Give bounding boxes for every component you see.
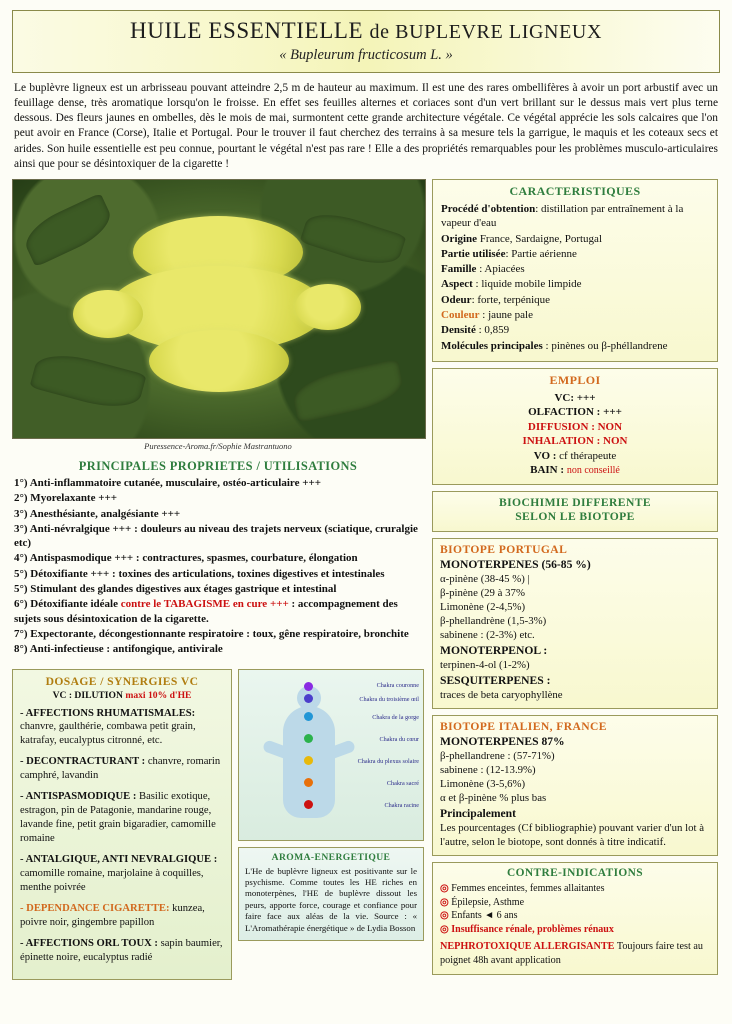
intro-paragraph: Le buplèvre ligneux est un arbrisseau pouvant atteindre 2,5 m de hauteur au maximum. Il est une des rares ombellifères à avoir un port arbustif avec un feuillage dense, très aromatique lorsqu'on le froisse. En effet ses feuilles alternes et coriaces sont d'un vert brillant sur le dessus mais vert plus terne dessous. Des fleurs jaunes en ombelles, dès le mois de mai, surmontent cette grande architecture végétale. Ce végétal apprécie les sols calcaires que l'on peut avoir en France (Corse), Italie et Portugal. Pour le trouver il faut cherchez des terrains à sa mesure tels la garrigue, le maquis et les coteaux secs et arides. Son huile essentielle est peu connue, pourtant le végétal n'est pas rare ! Elle a des propriétés remarquables pour les problèmes musculo-articulaires ainsi que pour se désintoxiquer de la cigarette !	[14, 82, 718, 170]
nephrotoxique-warning	[440, 940, 710, 968]
title-banner	[12, 10, 720, 73]
chakra-dot-root	[304, 800, 313, 809]
group-title: MONOTERPENOL :	[440, 644, 548, 658]
carac-label: Famille	[441, 263, 477, 276]
emploi-row: VC: +++	[554, 391, 596, 404]
dosage-entry	[20, 790, 224, 846]
chakra-label-root: Chakra racine	[384, 801, 419, 809]
carac-label: Partie utilisée	[441, 247, 506, 260]
bullet-icon: ◎	[440, 923, 449, 935]
carac-label: Origine	[441, 232, 478, 245]
contre-item-text: Épilepsie, Asthme	[451, 896, 525, 908]
dosage-entry-label: - ANTALGIQUE, ANTI NEVRALGIQUE :	[20, 854, 218, 866]
group-title: Principalement	[440, 807, 516, 821]
biochimie-line1: BIOCHIMIE DIFFERENTE	[499, 496, 651, 509]
contre-item-text: Insuffisance rénale, problèmes rénaux	[451, 923, 614, 935]
carac-value: Partie aérienne	[511, 247, 577, 260]
list-item: 5°) Stimulant des glandes digestives aux étages gastrique et intestinal	[14, 583, 337, 596]
biotope-portugal-heading: BIOTOPE PORTUGAL	[440, 542, 568, 556]
carac-row	[441, 247, 709, 261]
carac-value: distillation par entraînement à la vapeur d'eau	[441, 202, 684, 230]
list-item: 2°) Myorelaxante +++	[14, 492, 118, 505]
emploi-row: BAIN : non conseillé	[530, 464, 620, 477]
carac-sep: :	[471, 293, 478, 306]
dosage-entry	[20, 937, 224, 965]
bullet-icon: ◎	[440, 883, 449, 895]
carac-sep: :	[479, 309, 489, 322]
aroma-heading: AROMA-ENERGETIQUE	[271, 851, 391, 863]
chakra-dot-third-eye	[304, 694, 313, 703]
bullet-icon: ◎	[440, 896, 449, 908]
right-column	[432, 179, 718, 975]
dosage-entry-label: - ANTISPASMODIQUE :	[20, 791, 137, 803]
emploi-label: BAIN	[530, 464, 558, 477]
contre-item	[440, 909, 710, 923]
chakra-label-third-eye: Chakra du troisième œil	[359, 695, 419, 703]
carac-sep: :	[472, 278, 482, 291]
biotope-italie-heading: BIOTOPE ITALIEN, FRANCE	[440, 720, 607, 734]
emploi-label: DIFFUSION	[527, 420, 589, 433]
group-line: traces de beta caryophyllène	[440, 689, 563, 702]
nephro-title: NEPHROTOXIQUE ALLERGISANTE	[440, 941, 615, 953]
dosage-entry-text: camomille romaine, marjolaine à coquilles, menthe poivrée	[20, 868, 204, 894]
dosage-entry	[20, 707, 224, 749]
group-line: sabinene : (12-13.9%)	[440, 764, 536, 777]
properties-list	[14, 476, 422, 657]
chakra-aroma-column	[232, 662, 424, 942]
emploi-row: VO : cf thérapeute	[533, 449, 617, 462]
carac-label: Densité	[441, 324, 476, 337]
emploi-value: +++	[576, 391, 596, 404]
emploi-value: +++	[603, 406, 622, 419]
dosage-chakra-row	[12, 662, 424, 981]
chakra-label-throat: Chakra de la gorge	[372, 713, 419, 721]
chakra-label-solar-plexus: Chakra du plexus solaire	[357, 757, 419, 765]
emploi-label: VC	[554, 391, 571, 404]
group-line: Limonène (3-5,6%)	[440, 778, 526, 791]
carac-label: Couleur	[441, 309, 480, 322]
carac-value: jaune pale	[488, 309, 533, 322]
dosage-entry	[20, 853, 224, 895]
carac-value: 0,859	[484, 324, 510, 337]
title-main-part1: HUILE ESSENTIELLE	[130, 18, 364, 43]
biochimie-box	[432, 491, 718, 532]
plant-photo	[12, 179, 426, 439]
carac-label: Molécules principales	[441, 339, 543, 352]
dosage-dilution	[20, 690, 224, 701]
dosage-entry-text: chanvre, romarin camphré, lavandin	[20, 756, 221, 782]
list-item: 4°) Antispasmodique +++ : contractures, spasmes, courbature, élongation	[14, 552, 358, 565]
carac-row	[441, 232, 709, 246]
dosage-entry	[20, 755, 224, 783]
caracteristiques-box	[432, 179, 718, 362]
contre-item	[440, 896, 710, 910]
group-line: sabinene : (2-3%) etc.	[440, 629, 535, 642]
contre-indications-heading: CONTRE-INDICATIONS	[506, 867, 644, 880]
group-line: Les pourcentages (Cf bibliographie) pouvant varier d'un lot à l'autre, selon le biotope, sont donnés à titre indicatif.	[440, 822, 704, 849]
emploi-value: non conseillé	[566, 465, 620, 477]
group-line: β-pinène (29 à 37%	[440, 587, 525, 599]
emploi-row: INHALATION : NON	[522, 435, 628, 448]
photo-block	[12, 179, 424, 451]
properties-heading: PRINCIPALES PROPRIETES / UTILISATIONS	[78, 458, 358, 473]
emploi-label: VO	[533, 449, 550, 462]
emploi-box	[432, 368, 718, 485]
tabagisme-prefix: 6°) Détoxifiante idéale	[14, 598, 121, 611]
title-main-part2: de BUPLEVRE LIGNEUX	[369, 21, 602, 43]
carac-value: Apiacées	[484, 263, 525, 276]
emploi-label: OLFACTION	[528, 406, 594, 419]
dosage-entry-text: Basilic exotique, estragon, pin de Patagonie, mandarine rouge, lavande fine, petit grain bigaradier, camomille romaine	[20, 791, 216, 845]
biotope-portugal-box	[432, 538, 718, 709]
latin-name: « Bupleurum fructicosum L. »	[279, 47, 453, 63]
dilution-value: maxi 10% d'HE	[125, 689, 192, 701]
flower-umbel	[295, 284, 361, 330]
carac-row	[441, 262, 709, 276]
dosage-entry-text: chanvre, gaulthérie, combawa petit grain, katrafay, eucalyptus citronné, etc.	[20, 721, 196, 747]
carac-row-couleur	[441, 308, 709, 322]
flower-umbel	[73, 290, 143, 338]
carac-label: Odeur	[441, 293, 472, 306]
content-columns	[12, 179, 720, 980]
contre-item-text: Femmes enceintes, femmes allaitantes	[451, 883, 605, 895]
tabagisme-highlight: contre le TABAGISME en cure +++	[120, 598, 289, 611]
carac-sep: :	[542, 339, 552, 352]
dosage-entry	[20, 902, 224, 930]
contre-item-text: Enfants ◄ 6 ans	[451, 910, 518, 922]
group-line: β-phellandrene : (57-71%)	[440, 750, 555, 763]
emploi-value: NON	[603, 435, 628, 448]
emploi-value: cf thérapeute	[559, 449, 617, 462]
list-item: 3°) Anti-névralgique +++ : douleurs au niveau des trajets nerveux (sciatique, cruralgie etc)	[14, 522, 418, 550]
dosage-heading: DOSAGE / SYNERGIES VC	[45, 674, 199, 688]
emploi-row: DIFFUSION : NON	[527, 420, 623, 433]
group-line: terpinen-4-ol (1-2%)	[440, 659, 530, 672]
meditating-figure	[275, 684, 343, 826]
carac-sep: :	[475, 324, 485, 337]
properties-section	[12, 457, 424, 662]
carac-row	[441, 277, 709, 291]
dosage-entry-label: - DEPENDANCE CIGARETTE:	[20, 903, 170, 915]
aroma-text: L'He de buplèvre ligneux est positivante sur le psychisme. Comme toutes les HE riches en monoterpènes, l'HE de buplèvre dissout les peurs, apporte force, courage et confiance pour faire face aux aléas de la vie. Source : « L'Aromathérapie énergétique » de Lydia Bosson	[245, 865, 417, 933]
chakra-dot-throat	[304, 712, 313, 721]
chakra-label-heart: Chakra du cœur	[379, 735, 419, 743]
list-item-tabagisme	[14, 597, 422, 626]
dilution-label: VC : DILUTION	[52, 689, 126, 701]
group-line: Limonène (2-4,5%)	[440, 601, 526, 614]
contre-indications-box	[432, 862, 718, 975]
carac-value: forte, terpénique	[477, 293, 551, 306]
caracteristiques-heading: CARACTERISTIQUES	[509, 183, 641, 198]
nephro-text: Toujours faire test au poignet 48h avant application	[440, 941, 703, 967]
carac-row	[441, 339, 709, 353]
dosage-entry-text: sapin baumier, épinette noire, eucalyptus radié	[20, 938, 223, 964]
chakra-dot-sacral	[304, 778, 313, 787]
emploi-label: INHALATION	[522, 435, 594, 448]
carac-sep: :	[535, 202, 542, 215]
carac-value: liquide mobile limpide	[481, 278, 582, 291]
contre-item-warning	[440, 923, 710, 937]
contre-item	[440, 882, 710, 896]
chakra-diagram	[238, 669, 424, 841]
dosage-entry-label: - AFFECTIONS ORL TOUX :	[20, 938, 158, 950]
emploi-heading: EMPLOI	[549, 372, 601, 387]
flower-umbel	[149, 330, 289, 392]
group-line: α et β-pinène % plus bas	[440, 792, 547, 805]
emploi-value: NON	[597, 420, 623, 433]
bullet-icon: ◎	[440, 910, 449, 922]
page-title	[17, 18, 715, 44]
tabagisme-suffix: : accompagnement des sujets sous désintoxication de la cigarette.	[14, 598, 398, 625]
carac-value: France, Sardaigne, Portugal	[479, 232, 602, 245]
list-item: 8°) Anti-infectieuse : antifongique, antivirale	[14, 643, 223, 656]
group-line: α-pinène (38-45 %) |	[440, 572, 530, 585]
chakra-dot-heart	[304, 734, 313, 743]
carac-row	[441, 202, 709, 231]
list-item: 1°) Anti-inflammatoire cutanée, musculaire, ostéo-articulaire +++	[14, 476, 322, 489]
list-item: 3°) Anesthésiante, analgésiante +++	[14, 507, 181, 520]
carac-value: pinènes ou β-phéllandrene	[551, 339, 668, 352]
aroma-energetique-box	[238, 847, 424, 942]
carac-sep: :	[476, 263, 485, 276]
group-title: MONOTERPENES (56-85 %)	[440, 557, 591, 571]
list-item: 7°) Expectorante, décongestionnante respiratoire : toux, gêne respiratoire, bronchite	[14, 627, 409, 640]
chakra-label-crown: Chakra couronne	[376, 681, 419, 689]
carac-label: Procédé d'obtention	[441, 202, 536, 215]
dosage-entry-label: - DECONTRACTURANT :	[20, 756, 146, 768]
group-title: MONOTERPENES 87%	[440, 735, 565, 749]
left-column	[12, 179, 424, 980]
carac-row	[441, 293, 709, 307]
carac-sep: :	[505, 247, 512, 260]
carac-label: Aspect	[441, 278, 473, 291]
chakra-dot-crown	[304, 682, 313, 691]
biochimie-line2: SELON LE BIOTOPE	[515, 510, 635, 524]
carac-row	[441, 323, 709, 337]
chakra-dot-solar-plexus	[304, 756, 313, 765]
dosage-box	[12, 669, 232, 981]
group-line: β-phellandrène (1,5-3%)	[440, 615, 547, 628]
biotope-italie-box	[432, 715, 718, 856]
dosage-entry-text: kunzea, poivre noir, gingembre papillon	[20, 903, 205, 929]
emploi-row: OLFACTION : +++	[528, 406, 622, 419]
group-title: SESQUITERPENES :	[440, 674, 551, 688]
dosage-entry-label: - AFFECTIONS RHUMATISMALES:	[20, 707, 196, 719]
list-item: 5°) Détoxifiante +++ : toxines des articulations, toxines digestives et intestinales	[14, 567, 385, 580]
photo-credit: Puressence-Aroma.fr/Sophie Mastrantuono	[144, 440, 292, 451]
chakra-label-sacral: Chakra sacré	[386, 779, 419, 787]
